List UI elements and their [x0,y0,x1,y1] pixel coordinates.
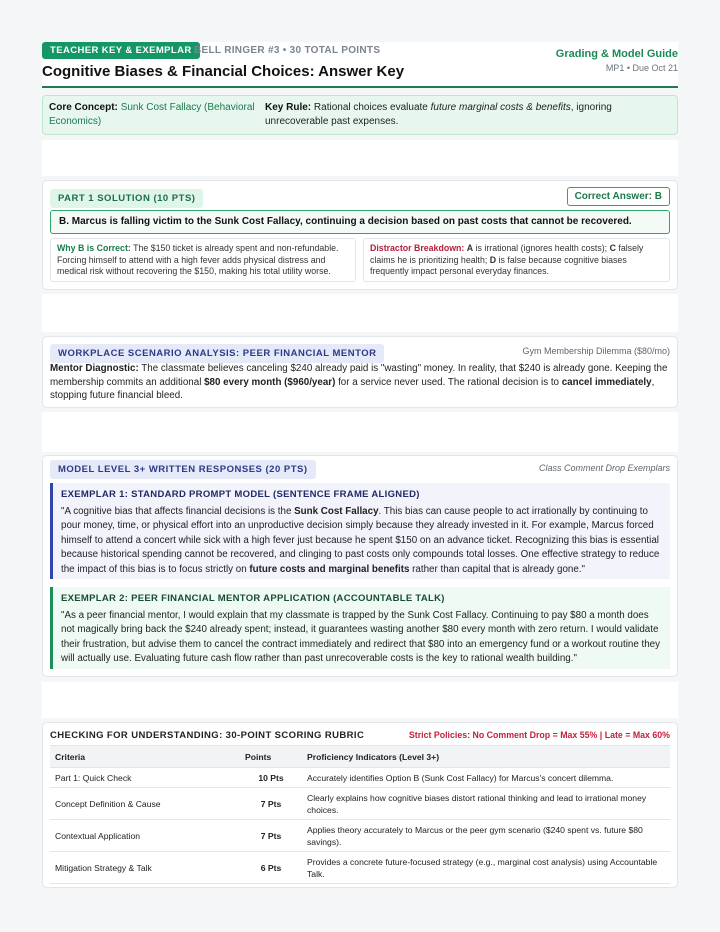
exemplar-1-text [61,505,662,578]
exemplar-2 [50,587,670,669]
exemplar-2-text: "As a peer financial mentor, I would explain that my classmate is trapped by the Sunk Cost Fallacy. Continuing to pay $80 a month does not magically bring back the $240 already spent; instead, it guarantees wasting another $80 every month with zero return. I would validate their frustration, but advise them to cancel the contract immediately and redirect that $80 into an emergency fund or a workout routine they will actually use. Evaluating future cash flow rather than past unrecoverable costs is the key to rational wealth building." [61,609,661,664]
rubric-table [50,745,670,884]
written-label: MODEL LEVEL 3+ WRITTEN RESPONSES (20 PTS) [50,460,316,479]
points-cell: 6 Pts [240,852,302,884]
col-indicators: Proficiency Indicators (Level 3+) [302,746,670,768]
mentor-diagnostic-label: Mentor Diagnostic: [50,363,139,374]
key-rule-text: Rational choices evaluate [313,102,431,113]
diagnostic-text: The classmate believes canceling $240 already paid is "wasting" money. In reality, that $240 is already gone. Keeping the membership commits an additional [50,363,668,388]
mentor-diagnostic [50,362,672,403]
criteria-cell: Part 1: Quick Check [50,768,240,788]
diagnostic-text: for a service never used. The rational decision is to [335,376,562,388]
points-cell: 7 Pts [240,820,302,852]
guide-title: Grading & Model Guide [555,48,678,60]
diagnostic-text: , stopping future financial bleed. [50,376,655,401]
col-criteria: Criteria [50,746,240,768]
points-cell: 7 Pts [240,788,302,820]
teacher-key-tag: TEACHER KEY & EXEMPLAR [42,42,200,59]
guide-block [556,48,678,73]
part1-label: PART 1 SOLUTION (10 PTS) [50,189,203,208]
core-concept-value: Sunk Cost Fallacy (Behavioral Economics) [49,102,255,127]
key-rule [265,101,669,129]
key-rule-label: Key Rule: [265,102,312,113]
core-concept [49,101,257,129]
exemplar-2-heading: EXEMPLAR 2: PEER FINANCIAL MENTOR APPLICATION (ACCOUNTABLE TALK) [61,593,445,604]
distractor-label: Distractor Breakdown: [370,243,465,253]
exemplar-1-bold: Sunk Cost Fallacy [294,505,379,517]
exemplar-1-part: rather than capital that is already gone." [409,563,586,575]
key-rule-emphasis: future marginal costs & benefits [430,102,571,113]
option-d: D [489,254,497,265]
option-c: C [609,243,616,253]
option-c-text: falsely claims he is prioritizing health; [370,243,644,265]
correct-answer-badge: Correct Answer: B [567,187,670,206]
exemplar-1-heading: EXEMPLAR 1: STANDARD PROMPT MODEL (SENTENCE FRAME ALIGNED) [61,489,420,500]
exemplar-1 [50,483,670,579]
table-row [50,852,670,884]
diagnostic-bold: cancel immediately [561,376,652,388]
col-points: Points [240,746,302,768]
why-correct-text: The $150 ticket is already spent and non-refundable. Forcing himself to attend with a high fever adds physical distress and medical risk without recovering the $150, making his total utility worse. [57,243,339,276]
key-rule-text-end: , ignoring unrecoverable past expenses. [265,102,612,127]
exemplar-1-part: "A cognitive bias that affects financial decisions is the [61,505,295,517]
indicator-cell: Provides a concrete future-focused strategy (e.g., marginal cost analysis) using Accountable Talk. [302,852,670,884]
core-concept-label: Core Concept: [49,102,118,113]
page-title: Cognitive Biases & Financial Choices: Answer Key [42,63,405,80]
indicator-cell: Applies theory accurately to Marcus or the peer gym scenario ($240 spent vs. future $80 savings). [302,820,670,852]
criteria-cell: Contextual Application [50,820,240,852]
spacer-band [42,412,678,452]
rubric-header-row [50,746,670,768]
written-note: Class Comment Drop Exemplars [538,463,670,473]
guide-meta: MP1 • Due Oct 21 [605,63,678,73]
workplace-note: Gym Membership Dilemma ($80/mo) [522,346,670,356]
points-cell: 10 Pts [240,768,302,788]
criteria-cell: Mitigation Strategy & Talk [50,852,240,884]
core-concept-box [42,95,678,135]
criteria-cell: Concept Definition & Cause [50,788,240,820]
spacer-band [42,294,678,332]
spacer-band [42,682,678,718]
why-correct-label: Why B is Correct: [57,243,131,253]
table-row [50,820,670,852]
indicator-cell: Accurately identifies Option B (Sunk Cost Fallacy) for Marcus's concert dilemma. [302,768,670,788]
diagnostic-bold: $80 every month ($960/year) [204,376,336,388]
policy-warning: Strict Policies: No Comment Drop = Max 55% | Late = Max 60% [408,730,670,740]
exemplar-1-part: . This bias can cause people to act irrationally by continuing to pour money, time, or physical effort into an unproductive decision simply because they already invested in it. For example, Marcus forced himself to attend a concert while sick with a high fever just because he spent $150 on an advance ticket. Recognizing this bias is essential because historical spending cannot be recovered, and clinging to past costs only compounds total losses. One effective strategy to reduce the impact of this bias is to focus strictly on [61,505,660,575]
distractor-box [363,238,670,282]
option-a: A [466,243,474,253]
answer-statement: B. Marcus is falling victim to the Sunk Cost Fallacy, continuing a decision based on past costs that cannot be recovered. [50,210,670,234]
table-row [50,788,670,820]
rubric-title: CHECKING FOR UNDERSTANDING: 30-POINT SCORING RUBRIC [50,730,365,741]
indicator-cell: Clearly explains how cognitive biases distort rational thinking and lead to irrational money choices. [302,788,670,820]
table-row [50,768,670,788]
spacer-band [42,140,678,176]
option-d-text: is false because cognitive biases frequently impact personal everyday finances. [370,254,627,276]
exemplar-1-bold: future costs and marginal benefits [249,563,410,575]
bell-ringer-label: BELL RINGER #3 • 30 TOTAL POINTS [194,45,381,56]
workplace-label: WORKPLACE SCENARIO ANALYSIS: PEER FINANCIAL MENTOR [50,344,384,363]
option-a-text: is irrational (ignores health costs); [473,243,610,253]
why-correct-box [50,238,356,282]
